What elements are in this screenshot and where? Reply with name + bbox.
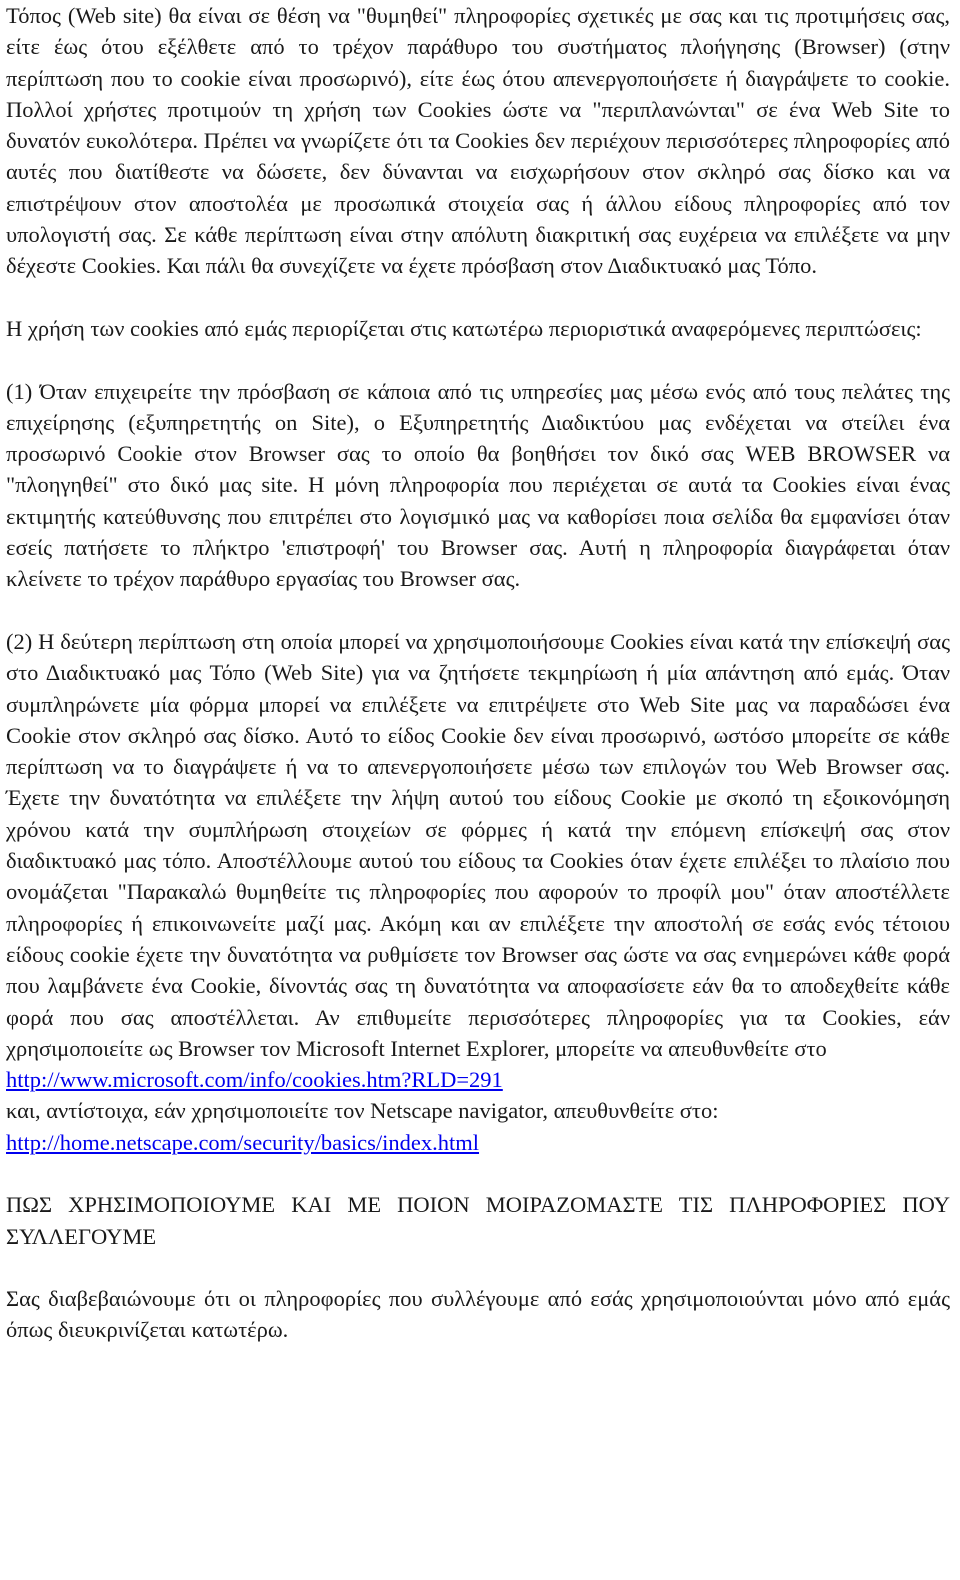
netscape-security-link-line	[6, 1127, 950, 1158]
paragraph-cookie-usage: Η χρήση των cookies από εμάς περιορίζεται στις κατωτέρω περιοριστικά αναφερόμενες περιπτώσεις:	[6, 315, 922, 341]
paragraph-netscape: και, αντίστοιχα, εάν χρησιμοποιείτε τον Netscape navigator, απευθυνθείτε στο:	[6, 1098, 719, 1124]
section-heading: ΠΩΣ ΧΡΗΣΙΜΟΠΟΙΟΥΜΕ ΚΑΙ ΜΕ ΠΟΙΟΝ ΜΟΙΡΑΖΟΜΑΣΤΕ ΤΙΣ ΠΛΗΡΟΦΟΡΙΕΣ ΠΟΥ ΣΥΛΛΕΓΟΥΜΕ	[6, 1192, 950, 1249]
paragraph-cookies-intro: Τόπος (Web site) θα είναι σε θέση να "θυμηθεί" πληροφορίες σχετικές με σας και τις προτιμήσεις σας, είτε έως ότου εξέλθετε από το τρέχον παράθυρο του συστήματος πλοήγησης (Browser) (στην περίπτωση που το cookie είναι προσωρινό), είτε έως ότου απενεργοποιήσετε ή διαγράψετε το cookie. Πολλοί χρήστες προτιμούν τη χρήση των Cookies ώστε να "περιπλανώνται" σε ένα Web Site το δυνατόν ευκολότερα. Πρέπει να γνωρίζετε ότι τα Cookies δεν περιέχουν περισσότερες πληροφορίες από αυτές που διατίθεστε να δώσετε, δεν δύνανται να εισχωρήσουν στον σκληρό σας δίσκο και να επιστρέψουν στον αποστολέα με προσωπικά στοιχεία σας ή άλλου είδους πληροφορίες από τον υπολογιστή σας. Σε κάθε περίπτωση είναι στην απόλυτη διακριτική σας ευχέρεια να επιλέξετε να μην δέχεστε Cookies. Και πάλι θα συνεχίζετε να έχετε πρόσβαση στον Διαδικτυακό μας Τόπο.	[6, 3, 950, 279]
paragraph-spacer	[6, 1252, 950, 1283]
paragraph-spacer	[6, 282, 950, 313]
paragraph-case-1: (1) Όταν επιχειρείτε την πρόσβαση σε κάποια από τις υπηρεσίες μας μέσω ενός από τους πελάτες της επιχείρησης (εξυπηρετητής on Site), ο Εξυπηρετητής Διαδικτύου μας ενδέχεται να στείλει ένα προσωρινό Cookie στον Browser σας το οποίο θα βοηθήσει τον δικό σας WEB BROWSER να "πλοηγηθεί" στο δικό μας site. Η μόνη πληροφορία που περιέχεται σε αυτά τα Cookies είναι ένας εκτιμητής κατεύθυνσης που επιτρέπει στο λογισμικό μας να καθορίσει ποια σελίδα θα εμφανίσει όταν εσείς πατήσετε το πλήκτρο 'επιστροφή' του Browser σας. Αυτή η πληροφορία διαγράφεται όταν κλείνετε το τρέχον παράθυρο εργασίας του Browser σας.	[6, 378, 950, 592]
paragraph-assurance: Σας διαβεβαιώνουμε ότι οι πληροφορίες που συλλέγουμε από εσάς χρησιμοποιούνται μόνο από εμάς όπως διευκρινίζεται κατωτέρω.	[6, 1286, 950, 1343]
netscape-security-link[interactable]: http://home.netscape.com/security/basics/index.html	[6, 1129, 480, 1155]
microsoft-cookies-link-line	[6, 1064, 950, 1095]
paragraph-spacer	[6, 595, 950, 626]
paragraph-spacer	[6, 344, 950, 375]
paragraph-spacer	[6, 1158, 950, 1189]
microsoft-cookies-link[interactable]: http://www.microsoft.com/info/cookies.htm?RLD=291	[6, 1067, 503, 1093]
paragraph-case-2: (2) Η δεύτερη περίπτωση στη οποία μπορεί να χρησιμοποιήσουμε Cookies είναι κατά την επίσκεψή σας στο Διαδικτυακό μας Τόπο (Web Site) για να ζητήσετε τεκμηρίωση ή μία απάντηση από εμάς. Όταν συμπληρώνετε μία φόρμα μπορεί να επιλέξετε να επιτρέψετε στο Web Site μας να παραδώσει ένα Cookie στον σκληρό σας δίσκο. Αυτό το είδος Cookie δεν είναι προσωρινό, ωστόσο μπορείτε σε κάθε περίπτωση να το διαγράψετε ή να το απενεργοποιήσετε μέσω των επιλογών του Web Browser σας. Έχετε την δυνατότητα να επιλέξετε την λήψη αυτού του είδους Cookie με σκοπό τη εξοικονόμηση χρόνου κατά την συμπλήρωση στοιχείων σε φόρμες ή κατά την επόμενη επίσκεψή σας στον διαδικτυακό μας τόπο. Αποστέλλουμε αυτού του είδους τα Cookies όταν έχετε επιλέξει το πλαίσιο που ονομάζεται "Παρακαλώ θυμηθείτε τις πληροφορίες που αφορούν το προφίλ μου" όταν αποστέλλετε πληροφορίες ή επικοινωνείτε μαζί μας. Ακόμη και αν επιλέξετε την αποστολή σε εσάς ενός τέτοιου είδους cookie έχετε την δυνατότητα να ρυθμίσετε τον Browser σας ώστε να σας ενημερώνει κάθε φορά που λαμβάνετε ένα Cookie, δίνοντάς σας τη δυνατότητα να αποφασίσετε εάν θα το αποδεχθείτε κάθε φορά που σας αποστέλλεται. Αν επιθυμείτε περισσότερες πληροφορίες για τα Cookies, εάν χρησιμοποιείτε ως Browser τον Microsoft Internet Explorer, μπορείτε να απευθυνθείτε στο	[6, 628, 950, 1061]
